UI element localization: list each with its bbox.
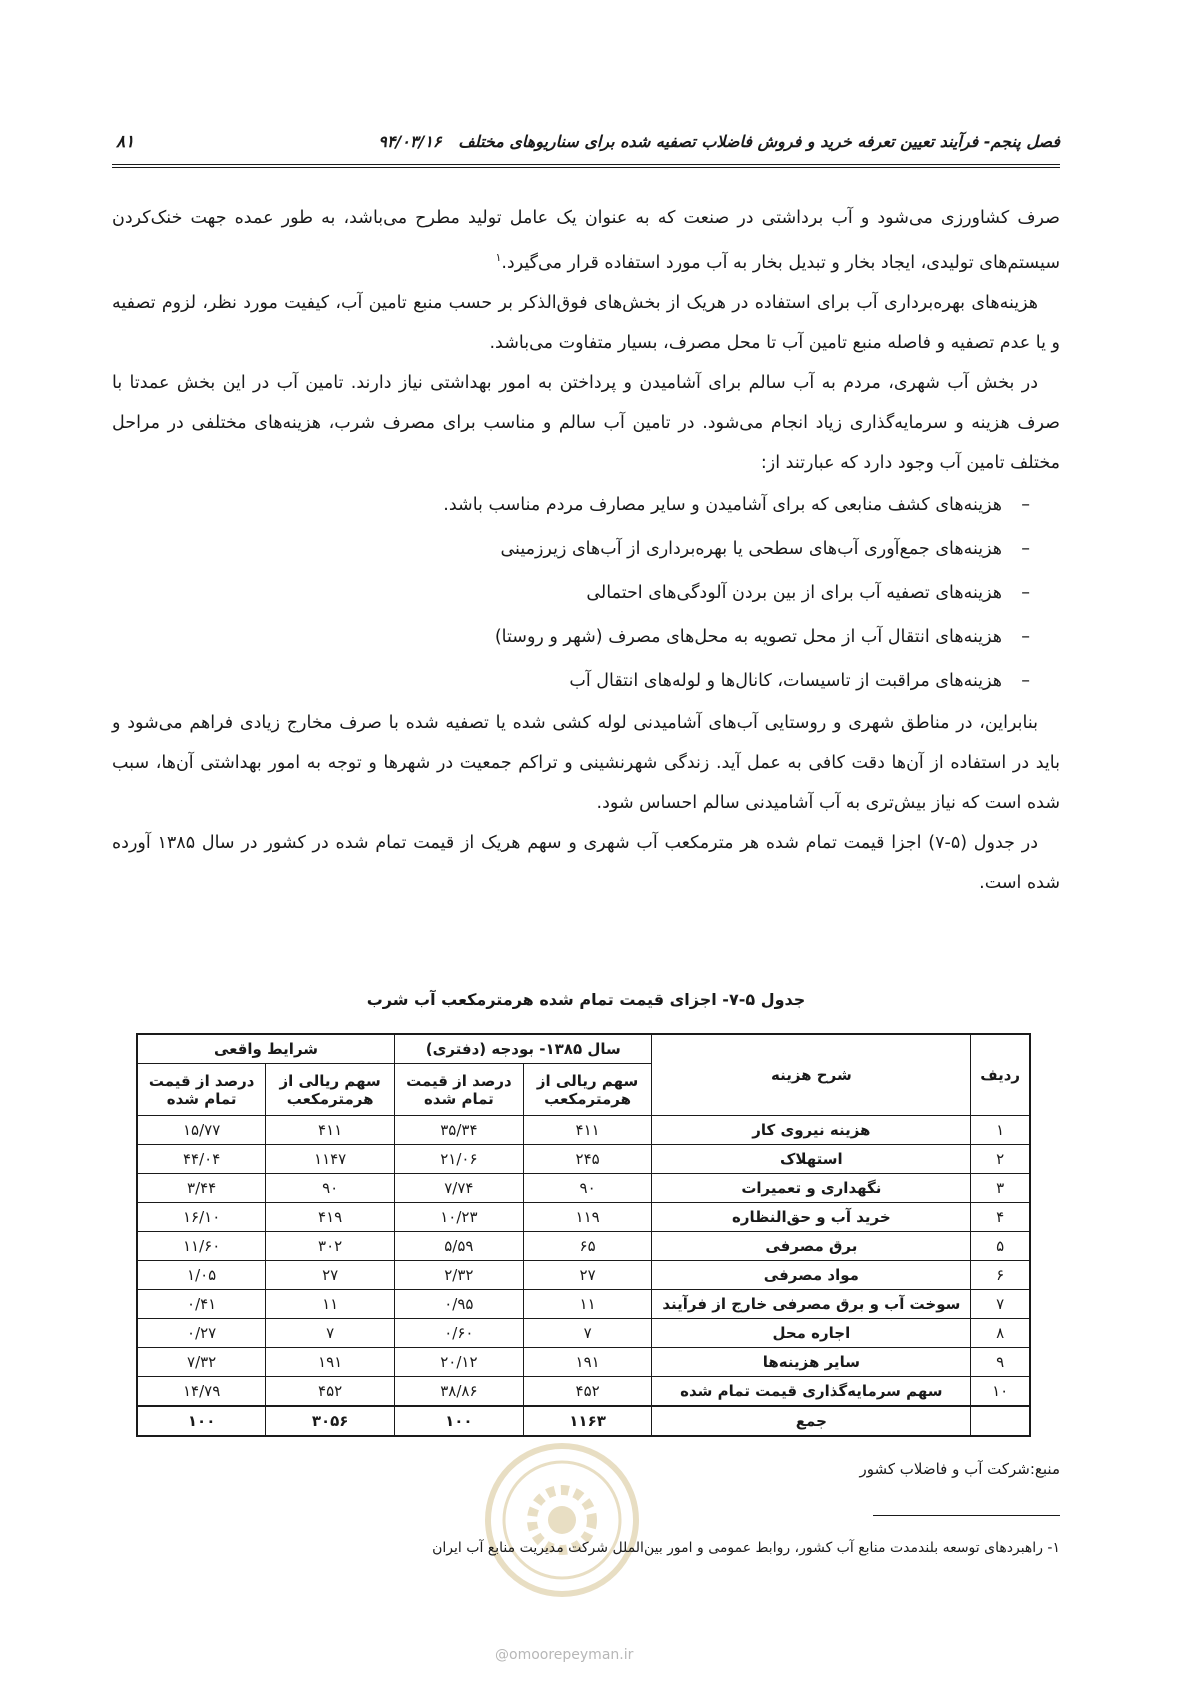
header-actual-group: شرایط واقعی: [137, 1034, 395, 1064]
table-row: ۴ خرید آب و حق‌النظاره ۱۱۹ ۱۰/۲۳ ۴۱۹ ۱۶/۱۰: [137, 1203, 1030, 1232]
table-row: ۱ هزینه نیروی کار ۴۱۱ ۳۵/۳۴ ۴۱۱ ۱۵/۷۷: [137, 1116, 1030, 1145]
footnote: ۱- راهبردهای توسعه بلندمدت منابع آب کشور، روابط عمومی و امور بین‌الملل شرکت مدیریت منابع آب ایران: [432, 1540, 1060, 1556]
header-date: ۹۴/۰۳/۱۶: [378, 132, 442, 151]
table-row: ۸ اجاره محل ۷ ۰/۶۰ ۷ ۰/۲۷: [137, 1319, 1030, 1348]
page-header: [112, 128, 1060, 168]
paragraph-1: صرف کشاورزی می‌شود و آب برداشتی در صنعت که به عنوان یک عامل تولید مطرح می‌باشد، به طور عمده جهت خنک‌کردن سیستم‌های تولیدی، ایجاد بخار و تبدیل بخار به آب مورد استفاده قرار می‌گیرد.$^۱$: [112, 208, 1060, 273]
header-row-number: ردیف: [971, 1034, 1030, 1116]
table-row: ۱۰ سهم سرمایه‌گذاری قیمت تمام شده ۴۵۲ ۳۸/۸۶ ۴۵۲ ۱۴/۷۹: [137, 1377, 1030, 1407]
table-source: منبع:شرکت آب و فاضلاب کشور: [859, 1460, 1060, 1478]
list-item: – هزینه‌های تصفیه آب برای از بین بردن آلودگی‌های احتمالی: [586, 582, 1030, 603]
table-row: ۶ مواد مصرفی ۲۷ ۲/۳۲ ۲۷ ۱/۰۵: [137, 1261, 1030, 1290]
table-row: ۷ سوخت آب و برق مصرفی خارج از فرآیند ۱۱ ۰/۹۵ ۱۱ ۰/۴۱: [137, 1290, 1030, 1319]
cost-table: [136, 1033, 1031, 1437]
table-row: ۲ استهلاک ۲۴۵ ۲۱/۰۶ ۱۱۴۷ ۴۴/۰۴: [137, 1145, 1030, 1174]
chapter-title: فصل پنجم- فرآیند تعیین تعرفه خرید و فروش فاضلاب تصفیه شده برای سناریوهای مختلف ۹۴/۰۳/۱۶: [378, 132, 1060, 151]
list-item: – هزینه‌های مراقبت از تاسیسات، کانال‌ها و لوله‌های انتقال آب: [569, 670, 1030, 691]
watermark-logo: [482, 1440, 642, 1600]
body-text: [112, 198, 1060, 903]
table-caption: جدول ۵-۷- اجزای قیمت تمام شده هرمترمکعب آب شرب: [366, 990, 806, 1009]
header-description: شرح هزینه: [652, 1034, 971, 1116]
header-budget-group: سال ۱۳۸۵- بودجه (دفتری): [395, 1034, 652, 1064]
paragraph-4: بنابراین، در مناطق شهری و روستایی آب‌های آشامیدنی لوله کشی شده یا تصفیه شده با صرف مخارج زیادی فراهم می‌شود و باید در استفاده از آن‌ها دقت کافی به عمل آید. زندگی شهرنشینی و تراکم جمعیت در شهرها و توجه به امور بهداشتی آن‌ها، سبب شده است که نیاز بیش‌تری به آب آشامیدنی سالم احساس شود.: [112, 712, 1060, 813]
footnote-ref[interactable]: ۱: [495, 251, 502, 264]
cost-list: [112, 483, 1060, 703]
watermark-site: @omoorepeyman.ir: [495, 1647, 634, 1663]
list-item: – هزینه‌های کشف منابعی که برای آشامیدن و سایر مصارف مردم مناسب باشد.: [443, 494, 1030, 515]
header-actual-rial: سهم ریالی از هرمترمکعب: [266, 1064, 395, 1116]
footnote-divider: [873, 1515, 1060, 1516]
paragraph-2: هزینه‌های بهره‌برداری آب برای استفاده در هریک از بخش‌های فوق‌الذکر بر حسب منبع تامین آب، کیفیت مورد نظر، لزوم تصفیه و یا عدم تصفیه و فاصله منبع تامین آب تا محل مصرف، بسیار متفاوت می‌باشد.: [112, 292, 1060, 353]
table-row: ۳ نگهداری و تعمیرات ۹۰ ۷/۷۴ ۹۰ ۳/۴۴: [137, 1174, 1030, 1203]
table-total-row: جمع ۱۱۶۳ ۱۰۰ ۳۰۵۶ ۱۰۰: [137, 1406, 1030, 1436]
paragraph-5: در جدول (۵-۷) اجزا قیمت تمام شده هر مترمکعب آب شهری و سهم هریک از قیمت تمام شده در کشور در سال ۱۳۸۵ آورده شده است.: [112, 832, 1060, 893]
table-row: ۵ برق مصرفی ۶۵ ۵/۵۹ ۳۰۲ ۱۱/۶۰: [137, 1232, 1030, 1261]
list-item: – هزینه‌های جمع‌آوری آب‌های سطحی یا بهره‌برداری از آب‌های زیرزمینی: [500, 538, 1030, 559]
table-row: ۹ سایر هزینه‌ها ۱۹۱ ۲۰/۱۲ ۱۹۱ ۷/۳۲: [137, 1348, 1030, 1377]
list-item: – هزینه‌های انتقال آب از محل تصویه به محل‌های مصرف (شهر و روستا): [494, 626, 1030, 647]
header-actual-percent: درصد از قیمت تمام شده: [137, 1064, 266, 1116]
paragraph-3: در بخش آب شهری، مردم به آب سالم برای آشامیدن و پرداختن به امور بهداشتی نیاز دارند. تامین آب در این بخش عمدتا با صرف هزینه و سرمایه‌گذاری زیاد انجام می‌شود. در تامین آب سالم و مناسب برای مصرف شرب، هزینه‌های مختلفی در مراحل مختلف تامین آب وجود دارد که عبارتند از:: [112, 372, 1060, 473]
page-number: ۸۱: [116, 132, 135, 152]
header-budget-rial: سهم ریالی از هرمترمکعب: [523, 1064, 652, 1116]
header-budget-percent: درصد از قیمت تمام شده: [395, 1064, 524, 1116]
